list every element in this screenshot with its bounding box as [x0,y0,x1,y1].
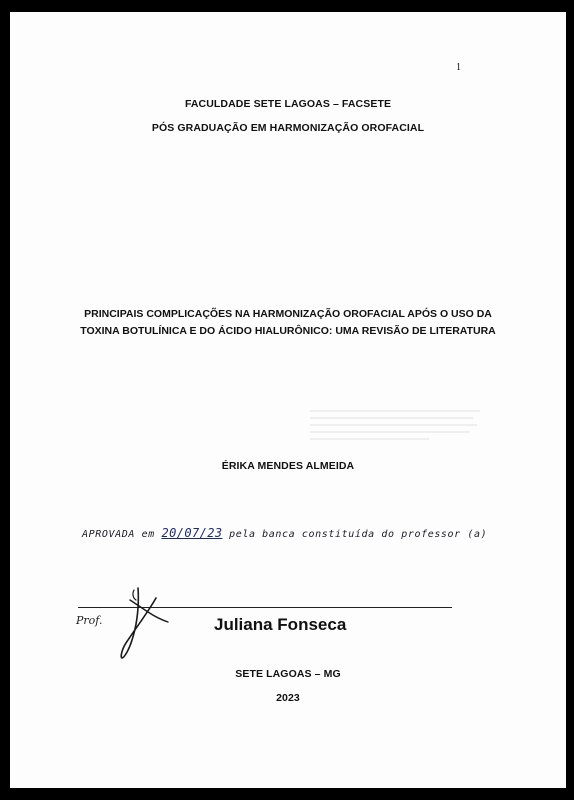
title-line-2: TOXINA BOTULÍNICA E DO ÁCIDO HIALURÔNICO: UMA REVISÃO DE LITERATURA [80,325,496,337]
institution-name: FACULDADE SETE LAGOAS – FACSETE [184,98,392,110]
faint-show-through-text [310,410,480,440]
title-line-1: PRINCIPAIS COMPLICAÇÕES NA HARMONIZAÇÃO OROFACIAL APÓS O USO DA [84,308,492,320]
program-name: PÓS GRADUAÇÃO EM HARMONIZAÇÃO OROFACIAL [151,122,425,134]
approval-date: 20/07/23 [161,526,223,540]
page-number: 1 [456,62,461,73]
handwritten-signature [108,582,178,662]
approval-suffix: pela banca constituída do professor (a) [229,529,488,540]
professor-name: Juliana Fonseca [214,615,347,634]
prof-label: Prof. [76,614,103,627]
author-name: ÉRIKA MENDES ALMEIDA [221,460,355,472]
city: SETE LAGOAS – MG [235,668,341,680]
document-page [10,12,566,788]
approval-prefix: APROVADA em [82,529,155,540]
approval-statement [82,526,542,540]
year: 2023 [276,692,300,704]
